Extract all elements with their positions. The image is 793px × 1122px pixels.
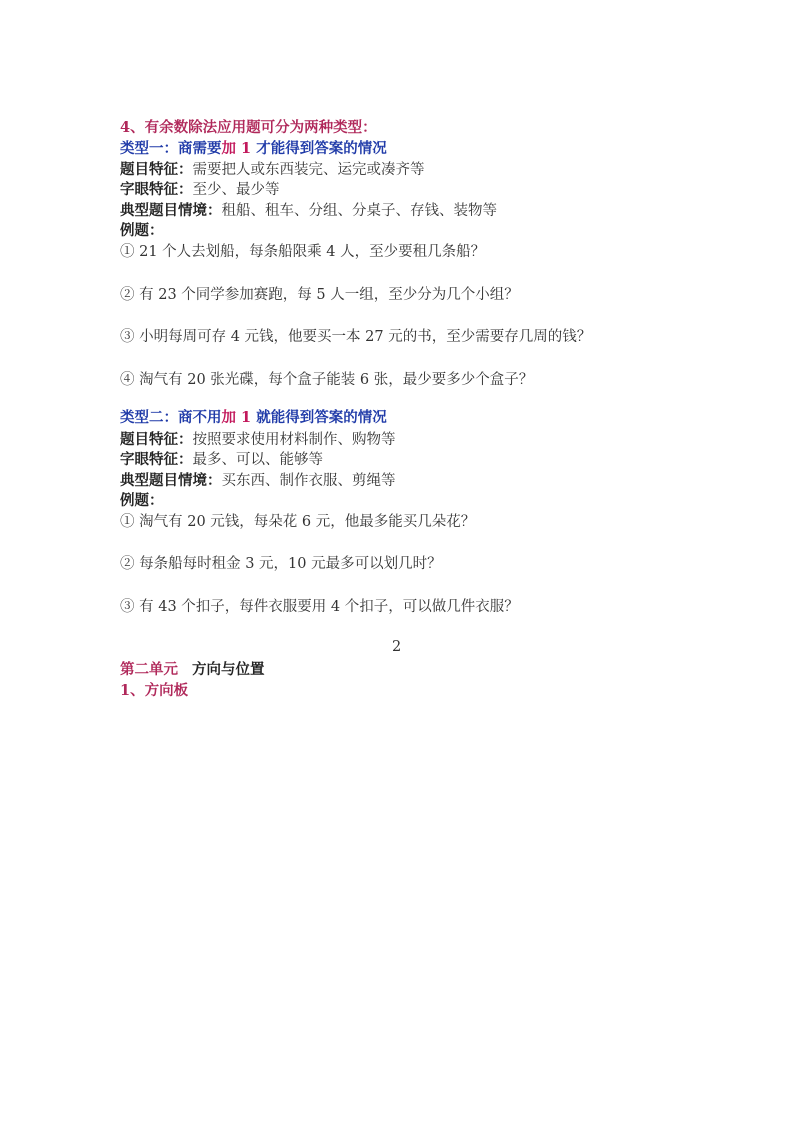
type2-feature (120, 430, 396, 450)
type1-example-3: ③ 小明每周可存 4 元钱，他要买一本 27 元的书，至少需要存几周的钱？ (120, 329, 592, 345)
type2-example-2: ② 每条船每时租金 3 元，10 元最多可以划几时？ (120, 556, 442, 572)
type1-scenario (120, 201, 497, 221)
type2-title-pre: 类型二：商不用 (120, 409, 222, 426)
section-heading: 4、有余数除法应用题可分为两种类型： (120, 119, 377, 136)
type2-example-1: ① 淘气有 20 元钱，每朵花 6 元，他最多能买几朵花？ (120, 514, 476, 530)
type1-scenario-label: 典型题目情境： (120, 202, 222, 219)
type1-examples-label: 例题： (120, 222, 164, 239)
type2-keyword-label: 字眼特征： (120, 451, 193, 468)
type1-title-pre: 类型一：商需要 (120, 140, 222, 157)
type2-scenario-label: 典型题目情境： (120, 472, 222, 489)
unit-sub-heading: 1、方向板 (120, 682, 189, 699)
type1-example-4: ④ 淘气有 20 张光碟，每个盒子能装 6 张，最少要多少个盒子？ (120, 372, 534, 388)
type1-scenario-text: 租船、租车、分组、分桌子、存钱、装物等 (221, 203, 497, 219)
type1-title-post: 才能得到答案的情况 (251, 140, 387, 157)
type1-feature (120, 160, 425, 180)
type1-title-accent: 加 1 (221, 140, 252, 157)
type2-title-accent: 加 1 (221, 409, 252, 426)
type2-feature-text: 按照要求使用材料制作、购物等 (192, 432, 396, 448)
type1-example-1: ① 21 个人去划船，每条船限乘 4 人，至少要租几条船？ (120, 244, 486, 260)
type2-title-post: 就能得到答案的情况 (251, 409, 387, 426)
unit-heading (120, 660, 265, 680)
type1-example-2: ② 有 23 个同学参加赛跑，每 5 人一组，至少分为几个小组？ (120, 287, 519, 303)
type1-keyword-text: 至少、最少等 (192, 182, 280, 198)
type2-feature-label: 题目特征： (120, 431, 193, 448)
type2-examples-label: 例题： (120, 492, 164, 509)
type1-keyword (120, 180, 280, 200)
type1-keyword-label: 字眼特征： (120, 181, 193, 198)
type2-scenario-text: 买东西、制作衣服、剪绳等 (221, 473, 396, 489)
type1-feature-label: 题目特征： (120, 161, 193, 178)
type2-title (120, 408, 387, 428)
unit-name: 第二单元 (120, 661, 178, 678)
page-number: 2 (392, 639, 402, 655)
type2-keyword-text: 最多、可以、能够等 (192, 452, 323, 468)
unit-title: 方向与位置 (192, 661, 265, 678)
type1-title (120, 139, 387, 159)
type1-feature-text: 需要把人或东西装完、运完或凑齐等 (192, 162, 425, 178)
type2-example-3: ③ 有 43 个扣子，每件衣服要用 4 个扣子，可以做几件衣服？ (120, 599, 519, 615)
type2-keyword (120, 450, 323, 470)
type2-scenario (120, 471, 396, 491)
